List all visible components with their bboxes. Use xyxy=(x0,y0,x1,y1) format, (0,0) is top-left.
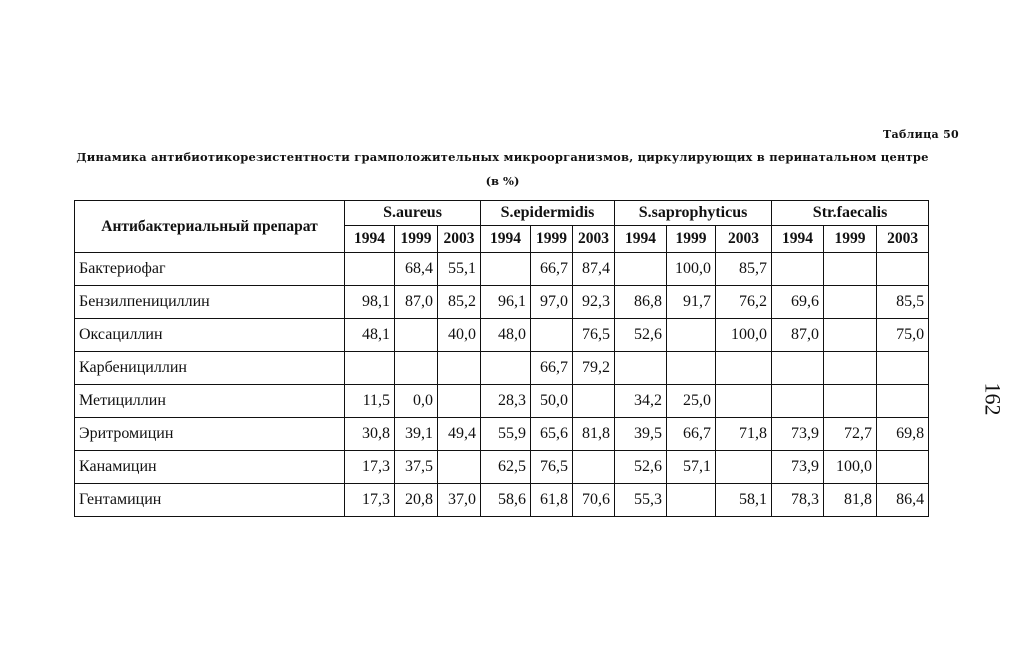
value-cell: 68,4 xyxy=(395,253,438,286)
value-cell: 91,7 xyxy=(667,286,716,319)
year-header: 2003 xyxy=(877,226,929,253)
value-cell xyxy=(667,352,716,385)
value-cell: 58,6 xyxy=(481,484,531,517)
table-label: Таблица 50 xyxy=(883,128,959,141)
value-cell: 58,1 xyxy=(716,484,772,517)
value-cell xyxy=(667,319,716,352)
value-cell xyxy=(345,253,395,286)
value-cell xyxy=(824,385,877,418)
value-cell xyxy=(438,451,481,484)
year-header: 1999 xyxy=(531,226,573,253)
value-cell: 17,3 xyxy=(345,451,395,484)
value-cell xyxy=(824,286,877,319)
drug-name-cell: Бензилпенициллин xyxy=(75,286,345,319)
value-cell: 17,3 xyxy=(345,484,395,517)
table-units: (в %) xyxy=(485,174,520,188)
value-cell: 100,0 xyxy=(667,253,716,286)
value-cell xyxy=(573,451,615,484)
value-cell: 28,3 xyxy=(481,385,531,418)
value-cell xyxy=(877,451,929,484)
year-header: 1999 xyxy=(395,226,438,253)
page-number: 162 xyxy=(980,382,1006,416)
value-cell xyxy=(345,352,395,385)
value-cell xyxy=(824,319,877,352)
value-cell xyxy=(716,352,772,385)
drug-column-header: Антибактериальный препарат xyxy=(75,201,345,253)
value-cell: 87,0 xyxy=(395,286,438,319)
year-header: 1994 xyxy=(345,226,395,253)
value-cell xyxy=(438,385,481,418)
value-cell: 75,0 xyxy=(877,319,929,352)
value-cell: 25,0 xyxy=(667,385,716,418)
value-cell: 85,2 xyxy=(438,286,481,319)
value-cell: 85,5 xyxy=(877,286,929,319)
value-cell xyxy=(531,319,573,352)
table-row xyxy=(75,319,929,352)
drug-name-cell: Канамицин xyxy=(75,451,345,484)
value-cell xyxy=(772,352,824,385)
value-cell xyxy=(877,352,929,385)
value-cell: 57,1 xyxy=(667,451,716,484)
year-header: 2003 xyxy=(716,226,772,253)
value-cell: 48,0 xyxy=(481,319,531,352)
value-cell xyxy=(438,352,481,385)
table-row xyxy=(75,352,929,385)
value-cell xyxy=(824,352,877,385)
value-cell: 11,5 xyxy=(345,385,395,418)
value-cell: 62,5 xyxy=(481,451,531,484)
table-caption: Динамика антибиотикорезистентности грамположительных микроорганизмов, циркулирующих в перинатальном центре xyxy=(76,150,929,164)
value-cell: 0,0 xyxy=(395,385,438,418)
value-cell xyxy=(877,253,929,286)
value-cell: 81,8 xyxy=(573,418,615,451)
value-cell: 37,0 xyxy=(438,484,481,517)
value-cell xyxy=(573,385,615,418)
year-header: 2003 xyxy=(438,226,481,253)
value-cell: 81,8 xyxy=(824,484,877,517)
value-cell: 87,0 xyxy=(772,319,824,352)
value-cell: 85,7 xyxy=(716,253,772,286)
value-cell: 66,7 xyxy=(531,352,573,385)
value-cell xyxy=(667,484,716,517)
value-cell xyxy=(716,385,772,418)
value-cell: 86,8 xyxy=(615,286,667,319)
value-cell xyxy=(395,319,438,352)
value-cell: 79,2 xyxy=(573,352,615,385)
value-cell xyxy=(716,451,772,484)
value-cell: 20,8 xyxy=(395,484,438,517)
year-header: 1994 xyxy=(615,226,667,253)
table-row xyxy=(75,253,929,286)
value-cell: 66,7 xyxy=(667,418,716,451)
value-cell: 72,7 xyxy=(824,418,877,451)
value-cell: 39,1 xyxy=(395,418,438,451)
value-cell: 50,0 xyxy=(531,385,573,418)
value-cell: 30,8 xyxy=(345,418,395,451)
year-header: 1999 xyxy=(667,226,716,253)
value-cell: 100,0 xyxy=(824,451,877,484)
value-cell: 73,9 xyxy=(772,418,824,451)
value-cell: 37,5 xyxy=(395,451,438,484)
value-cell xyxy=(772,253,824,286)
table-row xyxy=(75,286,929,319)
value-cell: 61,8 xyxy=(531,484,573,517)
resistance-table xyxy=(74,200,929,517)
value-cell xyxy=(615,352,667,385)
drug-name-cell: Бактериофаг xyxy=(75,253,345,286)
organism-header: S.saprophyticus xyxy=(615,201,772,226)
value-cell: 71,8 xyxy=(716,418,772,451)
value-cell: 52,6 xyxy=(615,451,667,484)
value-cell: 73,9 xyxy=(772,451,824,484)
value-cell: 78,3 xyxy=(772,484,824,517)
value-cell xyxy=(481,253,531,286)
value-cell xyxy=(395,352,438,385)
year-header: 1994 xyxy=(481,226,531,253)
value-cell xyxy=(481,352,531,385)
value-cell xyxy=(772,385,824,418)
value-cell: 87,4 xyxy=(573,253,615,286)
year-header: 2003 xyxy=(573,226,615,253)
year-header: 1999 xyxy=(824,226,877,253)
value-cell: 34,2 xyxy=(615,385,667,418)
table-row xyxy=(75,385,929,418)
value-cell: 76,2 xyxy=(716,286,772,319)
value-cell xyxy=(824,253,877,286)
drug-name-cell: Карбенициллин xyxy=(75,352,345,385)
value-cell: 55,1 xyxy=(438,253,481,286)
year-header: 1994 xyxy=(772,226,824,253)
value-cell: 55,3 xyxy=(615,484,667,517)
value-cell: 69,6 xyxy=(772,286,824,319)
value-cell: 92,3 xyxy=(573,286,615,319)
organism-header-row xyxy=(75,201,929,226)
table-row xyxy=(75,451,929,484)
value-cell: 48,1 xyxy=(345,319,395,352)
organism-header: S.epidermidis xyxy=(481,201,615,226)
value-cell: 86,4 xyxy=(877,484,929,517)
value-cell: 40,0 xyxy=(438,319,481,352)
value-cell: 69,8 xyxy=(877,418,929,451)
value-cell: 97,0 xyxy=(531,286,573,319)
value-cell xyxy=(615,253,667,286)
organism-header: Str.faecalis xyxy=(772,201,929,226)
drug-name-cell: Оксациллин xyxy=(75,319,345,352)
value-cell: 100,0 xyxy=(716,319,772,352)
value-cell: 96,1 xyxy=(481,286,531,319)
value-cell: 66,7 xyxy=(531,253,573,286)
drug-name-cell: Гентамицин xyxy=(75,484,345,517)
table-row xyxy=(75,484,929,517)
table-body xyxy=(75,253,929,517)
value-cell: 39,5 xyxy=(615,418,667,451)
organism-header: S.aureus xyxy=(345,201,481,226)
value-cell: 55,9 xyxy=(481,418,531,451)
value-cell: 76,5 xyxy=(573,319,615,352)
table-row xyxy=(75,418,929,451)
drug-name-cell: Эритромицин xyxy=(75,418,345,451)
value-cell: 76,5 xyxy=(531,451,573,484)
value-cell: 70,6 xyxy=(573,484,615,517)
value-cell: 49,4 xyxy=(438,418,481,451)
value-cell: 52,6 xyxy=(615,319,667,352)
value-cell: 65,6 xyxy=(531,418,573,451)
value-cell xyxy=(877,385,929,418)
drug-name-cell: Метициллин xyxy=(75,385,345,418)
value-cell: 98,1 xyxy=(345,286,395,319)
